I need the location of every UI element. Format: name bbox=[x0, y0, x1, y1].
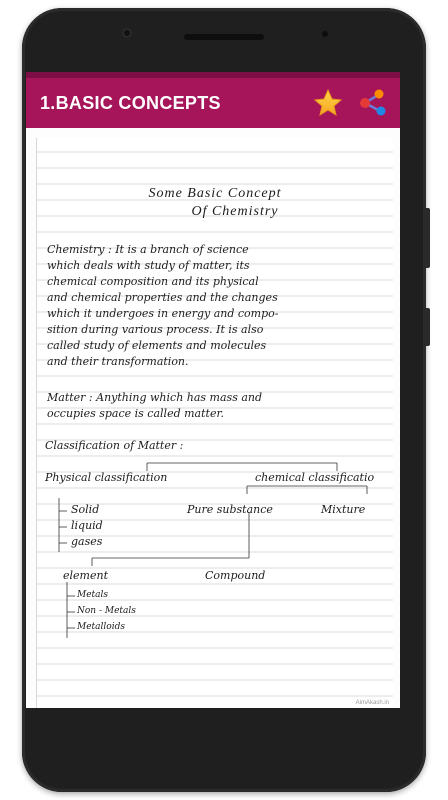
chemistry-line-2: which deals with study of matter, its bbox=[47, 259, 250, 272]
element-item-metalloids: Metalloids bbox=[77, 622, 125, 632]
notes-heading-1: Some Basic Concept bbox=[148, 186, 282, 201]
element-item-non-metals: Non - Metals bbox=[77, 606, 136, 616]
favorite-button[interactable] bbox=[306, 81, 350, 125]
chemistry-line-1: Chemistry : It is a branch of science bbox=[47, 243, 249, 256]
chemistry-line-4: and chemical properties and the changes bbox=[47, 291, 278, 304]
volume-button bbox=[424, 208, 430, 268]
matter-line-2: occupies space is called matter. bbox=[47, 407, 224, 420]
notes-paper bbox=[36, 138, 393, 708]
physical-item-gases: gases bbox=[71, 535, 103, 548]
classification-title: Classification of Matter : bbox=[45, 439, 184, 452]
bottom-bezel bbox=[26, 708, 400, 768]
notes-heading-2: Of Chemistry bbox=[191, 204, 279, 219]
chemistry-line-8: and their transformation. bbox=[47, 355, 189, 368]
element-item-metals: Metals bbox=[77, 590, 109, 600]
screen bbox=[26, 72, 400, 708]
chemistry-line-7: called study of elements and molecules bbox=[47, 339, 267, 352]
physical-item-liquid: liquid bbox=[71, 519, 103, 532]
share-button[interactable] bbox=[350, 81, 394, 125]
app-bar-actions bbox=[306, 78, 394, 128]
proximity-sensor bbox=[322, 31, 328, 37]
physical-classification: Physical classification bbox=[45, 471, 168, 484]
chemical-classification: chemical classificatio bbox=[255, 471, 375, 484]
watermark: AimAkash.in bbox=[355, 700, 389, 706]
element: element bbox=[63, 569, 108, 582]
pure-substance: Pure substance bbox=[187, 503, 273, 516]
star-icon bbox=[313, 88, 343, 118]
chemistry-line-6: sition during various process. It is also bbox=[47, 323, 264, 336]
compound: Compound bbox=[205, 569, 266, 582]
front-camera bbox=[122, 28, 132, 38]
earpiece-speaker bbox=[184, 34, 264, 40]
notes-page bbox=[26, 128, 400, 708]
matter-line-1: Matter : Anything which has mass and bbox=[47, 391, 263, 404]
mixture: Mixture bbox=[321, 503, 366, 516]
share-icon bbox=[356, 88, 388, 118]
power-button bbox=[424, 308, 430, 346]
chemistry-line-5: which it undergoes in energy and compo- bbox=[47, 307, 279, 320]
physical-item-solid: Solid bbox=[71, 503, 100, 516]
chemistry-line-3: chemical composition and its physical bbox=[47, 275, 259, 288]
app-bar bbox=[26, 78, 400, 128]
page-title: 1.BASIC CONCEPTS bbox=[40, 92, 221, 113]
